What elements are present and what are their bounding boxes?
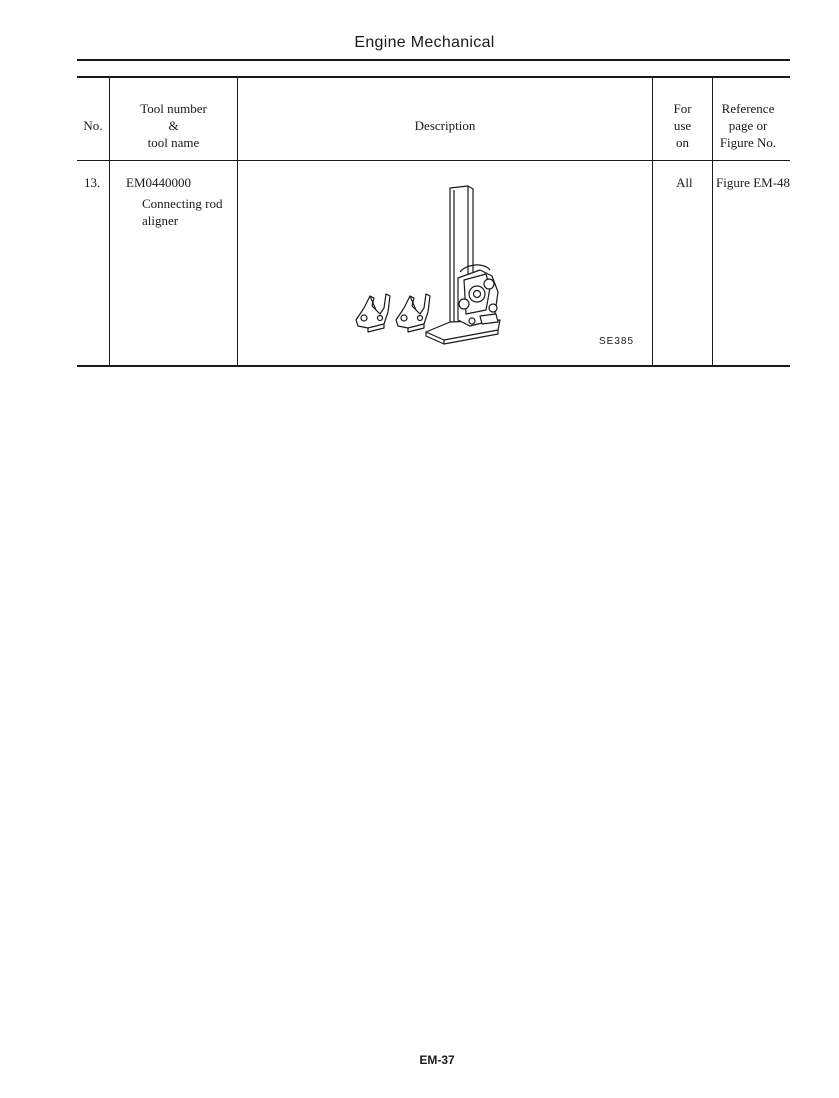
page-number: EM-37 [419,1053,455,1067]
header-for-line3: on [676,135,689,150]
header-tool-line1: Tool number [140,101,207,116]
row-reference: Figure EM-48 [716,175,791,190]
page-title: Engine Mechanical [354,34,495,51]
table-top-rule [77,76,790,78]
header-for-line2: use [673,118,692,133]
header-tool [110,100,237,151]
header-tool-line3: tool name [147,135,200,150]
header-for-use [653,100,712,151]
row-tool-name [142,195,237,229]
row-for-use-on: All [676,175,693,190]
title-rule [77,59,790,61]
header-no: No. [83,118,103,133]
header-for-line1: For [673,101,692,116]
row-tool-name-line1: Connecting rod [142,196,223,211]
figure-code: SE385 [599,336,635,347]
header-reference [713,100,783,151]
header-bottom-rule [77,160,790,161]
table-bottom-rule [77,365,790,367]
row-no: 13. [84,175,101,190]
header-tool-line2: & [168,118,179,133]
connecting-rod-aligner-illustration [340,180,640,355]
header-ref-line2: page or [728,118,768,133]
header-ref-line1: Reference [721,101,775,116]
row-tool-name-line2: aligner [142,213,179,228]
row-tool-number: EM0440000 [126,175,191,190]
header-ref-line3: Figure No. [719,135,777,150]
header-description: Description [414,118,476,133]
